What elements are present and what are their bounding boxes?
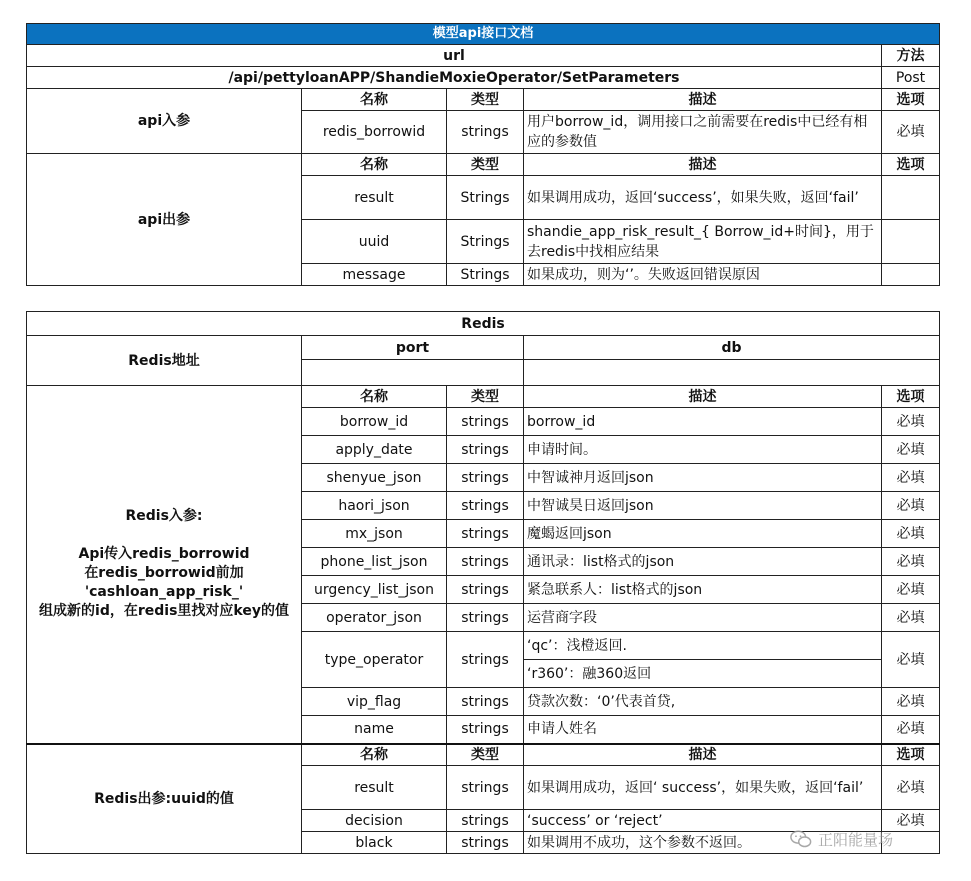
param-desc: 申请时间。 bbox=[524, 436, 882, 464]
col-header-desc: 描述 bbox=[524, 744, 882, 766]
redis-output-label: Redis出参:uuid的值 bbox=[27, 744, 302, 854]
param-type: strings bbox=[447, 492, 524, 520]
param-name: black bbox=[302, 832, 447, 854]
redis-input-line: 'cashloan_app_risk_' bbox=[84, 584, 244, 601]
api-output-label: api出参 bbox=[27, 154, 302, 286]
param-opt: 必填 bbox=[882, 464, 940, 492]
col-header-desc: 描述 bbox=[524, 386, 882, 408]
param-name: result bbox=[302, 176, 447, 220]
param-desc: ‘success’ or ‘reject’ bbox=[524, 810, 882, 832]
col-header-name: 名称 bbox=[302, 89, 447, 111]
param-name: vip_flag bbox=[302, 688, 447, 716]
param-opt: 必填 bbox=[882, 548, 940, 576]
param-name: type_operator bbox=[302, 632, 447, 688]
url-header: url bbox=[27, 45, 882, 67]
param-desc: 申请人姓名 bbox=[524, 716, 882, 744]
col-header-opt: 选项 bbox=[882, 154, 940, 176]
param-desc: borrow_id bbox=[524, 408, 882, 436]
param-type: strings bbox=[447, 576, 524, 604]
param-type: Strings bbox=[447, 176, 524, 220]
param-opt: 必填 bbox=[882, 810, 940, 832]
param-desc: ‘qc’：浅橙返回. bbox=[524, 632, 882, 660]
param-name: phone_list_json bbox=[302, 548, 447, 576]
param-desc: 用户borrow_id，调用接口之前需要在redis中已经有相应的参数值 bbox=[524, 111, 882, 154]
param-opt bbox=[882, 832, 940, 854]
redis-title: Redis bbox=[27, 312, 940, 336]
param-name: name bbox=[302, 716, 447, 744]
param-desc: 紧急联系人：list格式的json bbox=[524, 576, 882, 604]
param-opt: 必填 bbox=[882, 436, 940, 464]
param-desc: 中智诚昊日返回json bbox=[524, 492, 882, 520]
watermark-text: 正阳能量场 bbox=[818, 830, 894, 849]
param-name: borrow_id bbox=[302, 408, 447, 436]
param-opt bbox=[882, 264, 940, 286]
redis-input-label bbox=[27, 386, 302, 744]
param-desc: ‘r360’：融360返回 bbox=[524, 660, 882, 688]
param-desc: 如果调用不成功，这个参数不返回。 bbox=[524, 832, 882, 854]
param-opt: 必填 bbox=[882, 492, 940, 520]
url-value: /api/pettyloanAPP/ShandieMoxieOperator/SetParameters bbox=[27, 67, 882, 89]
col-header-name: 名称 bbox=[302, 386, 447, 408]
param-type: strings bbox=[447, 548, 524, 576]
param-name: haori_json bbox=[302, 492, 447, 520]
col-header-type: 类型 bbox=[447, 386, 524, 408]
db-header: db bbox=[524, 336, 940, 360]
param-type: strings bbox=[447, 716, 524, 744]
param-type: Strings bbox=[447, 220, 524, 264]
col-header-name: 名称 bbox=[302, 154, 447, 176]
param-type: strings bbox=[447, 408, 524, 436]
param-type: strings bbox=[447, 464, 524, 492]
col-header-opt: 选项 bbox=[882, 386, 940, 408]
redis-input-line: 组成新的id，在redis里找对应key的值 bbox=[39, 603, 289, 620]
method-header: 方法 bbox=[882, 45, 940, 67]
param-type: strings bbox=[447, 632, 524, 688]
col-header-opt: 选项 bbox=[882, 89, 940, 111]
col-header-opt: 选项 bbox=[882, 744, 940, 766]
param-opt: 必填 bbox=[882, 688, 940, 716]
param-opt: 必填 bbox=[882, 766, 940, 810]
param-desc: 如果成功，则为‘’。失败返回错误原因 bbox=[524, 264, 882, 286]
param-name: mx_json bbox=[302, 520, 447, 548]
param-name: operator_json bbox=[302, 604, 447, 632]
redis-input-line: 在redis_borrowid前加 bbox=[84, 565, 244, 582]
param-name: shenyue_json bbox=[302, 464, 447, 492]
api-input-label: api入参 bbox=[27, 89, 302, 154]
redis-table bbox=[26, 311, 940, 854]
redis-input-line: Api传入redis_borrowid bbox=[78, 546, 250, 563]
col-header-desc: 描述 bbox=[524, 89, 882, 111]
param-type: strings bbox=[447, 111, 524, 154]
col-header-type: 类型 bbox=[447, 744, 524, 766]
param-desc: 魔蝎返回json bbox=[524, 520, 882, 548]
col-header-desc: 描述 bbox=[524, 154, 882, 176]
param-type: strings bbox=[447, 810, 524, 832]
param-name: urgency_list_json bbox=[302, 576, 447, 604]
port-value bbox=[302, 360, 524, 386]
param-opt: 必填 bbox=[882, 576, 940, 604]
param-opt: 必填 bbox=[882, 604, 940, 632]
param-type: strings bbox=[447, 520, 524, 548]
method-value: Post bbox=[882, 67, 940, 89]
redis-input-line: Redis入参: bbox=[125, 508, 203, 525]
param-opt bbox=[882, 176, 940, 220]
param-name: decision bbox=[302, 810, 447, 832]
param-desc: 通讯录：list格式的json bbox=[524, 548, 882, 576]
api-doc-table bbox=[26, 23, 940, 286]
param-name: redis_borrowid bbox=[302, 111, 447, 154]
param-desc: 贷款次数：‘0’代表首贷, bbox=[524, 688, 882, 716]
param-type: strings bbox=[447, 766, 524, 810]
param-opt: 必填 bbox=[882, 632, 940, 688]
param-type: strings bbox=[447, 832, 524, 854]
api-doc-title: 模型api接口文档 bbox=[27, 24, 940, 45]
param-desc: 运营商字段 bbox=[524, 604, 882, 632]
param-type: strings bbox=[447, 604, 524, 632]
redis-address-label: Redis地址 bbox=[27, 336, 302, 386]
param-type: strings bbox=[447, 436, 524, 464]
param-opt: 必填 bbox=[882, 520, 940, 548]
db-value bbox=[524, 360, 940, 386]
col-header-type: 类型 bbox=[447, 89, 524, 111]
param-name: result bbox=[302, 766, 447, 810]
param-type: strings bbox=[447, 688, 524, 716]
param-desc: shandie_app_risk_result_{ Borrow_id+时间}，用于去redis中找相应结果 bbox=[524, 220, 882, 264]
param-opt: 必填 bbox=[882, 716, 940, 744]
param-name: apply_date bbox=[302, 436, 447, 464]
param-opt bbox=[882, 220, 940, 264]
param-desc: 如果调用成功，返回‘ success’，如果失败，返回‘fail’ bbox=[524, 766, 882, 810]
param-opt: 必填 bbox=[882, 111, 940, 154]
param-name: message bbox=[302, 264, 447, 286]
port-header: port bbox=[302, 336, 524, 360]
param-type: Strings bbox=[447, 264, 524, 286]
param-desc: 如果调用成功，返回‘success’，如果失败，返回‘fail’ bbox=[524, 176, 882, 220]
col-header-type: 类型 bbox=[447, 154, 524, 176]
param-opt: 必填 bbox=[882, 408, 940, 436]
col-header-name: 名称 bbox=[302, 744, 447, 766]
param-desc: 中智诚神月返回json bbox=[524, 464, 882, 492]
param-name: uuid bbox=[302, 220, 447, 264]
